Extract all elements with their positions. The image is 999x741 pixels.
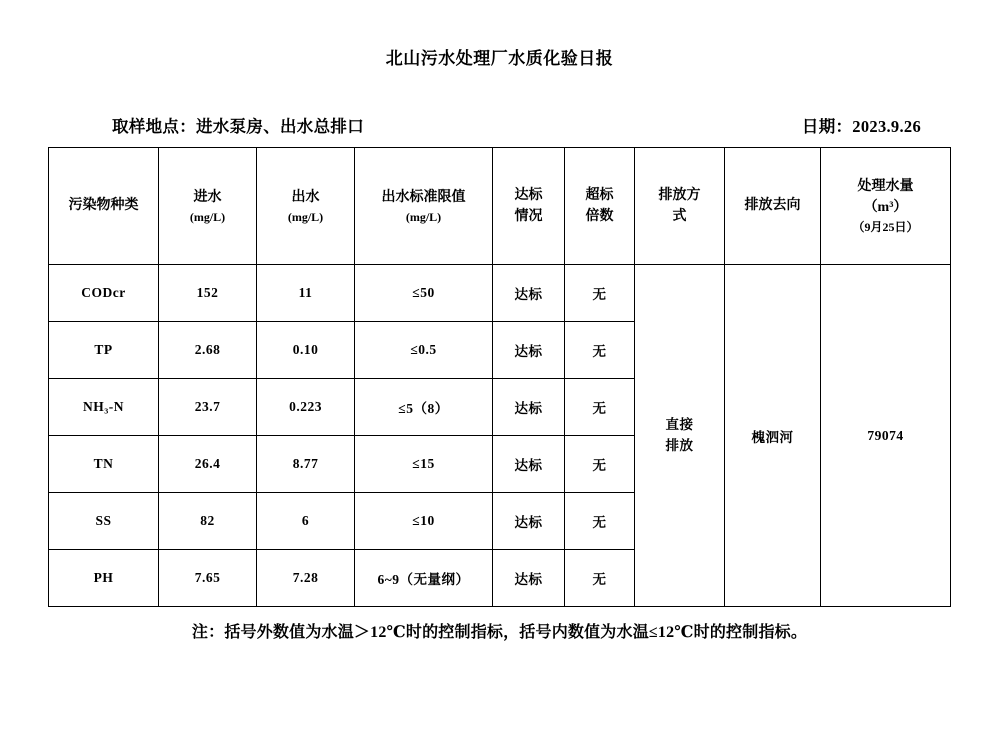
cell-influent: 23.7 <box>159 379 257 436</box>
cell-pollutant: TP <box>49 322 159 379</box>
cell-influent: 152 <box>159 265 257 322</box>
header-discharge-mode-line1: 排放方 <box>658 188 701 203</box>
cell-exceed: 无 <box>565 265 635 322</box>
header-compliance <box>493 148 565 265</box>
document-page <box>0 44 999 741</box>
cell-pollutant: PH <box>49 550 159 607</box>
header-exceed-multiple <box>565 148 635 265</box>
header-compliance-line1: 达标 <box>514 188 543 203</box>
cell-compliance: 达标 <box>493 436 565 493</box>
table-header-row <box>49 148 951 265</box>
header-influent-unit: (mg/L) <box>189 209 226 224</box>
header-discharge-mode-line2: 式 <box>672 209 687 224</box>
header-discharge-destination <box>725 148 821 265</box>
cell-influent: 2.68 <box>159 322 257 379</box>
cell-standard: ≤10 <box>355 493 493 550</box>
table-row <box>49 265 951 322</box>
cell-effluent: 0.223 <box>257 379 355 436</box>
cell-exceed: 无 <box>565 493 635 550</box>
cell-compliance: 达标 <box>493 493 565 550</box>
cell-exceed: 无 <box>565 322 635 379</box>
cell-standard: 6~9（无量纲） <box>355 550 493 607</box>
document-meta <box>112 113 921 137</box>
report-date: 日期：2023.9.26 <box>801 117 921 136</box>
cell-pollutant: NH₃-N <box>49 379 159 436</box>
header-exceed-line2: 倍数 <box>585 209 614 224</box>
cell-compliance: 达标 <box>493 379 565 436</box>
sample-location: 取样地点：进水泵房、出水总排口 <box>112 117 364 136</box>
table-footnote: 注：括号外数值为水温＞12℃时的控制指标，括号内数值为水温≤12℃时的控制指标。 <box>191 624 808 641</box>
cell-effluent: 8.77 <box>257 436 355 493</box>
header-influent <box>159 148 257 265</box>
header-influent-label: 进水 <box>193 189 222 205</box>
cell-standard: ≤5（8） <box>355 379 493 436</box>
cell-discharge-destination: 槐泗河 <box>725 265 821 607</box>
header-pollutant <box>49 148 159 265</box>
header-effluent-unit: (mg/L) <box>287 209 324 224</box>
page-title: 北山污水处理厂水质化验日报 <box>385 49 614 68</box>
header-discharge-mode <box>635 148 725 265</box>
water-quality-table <box>48 147 951 607</box>
cell-influent: 26.4 <box>159 436 257 493</box>
cell-effluent: 6 <box>257 493 355 550</box>
cell-standard: ≤50 <box>355 265 493 322</box>
cell-discharge-mode <box>635 265 725 607</box>
cell-effluent: 0.10 <box>257 322 355 379</box>
cell-pollutant: CODcr <box>49 265 159 322</box>
header-exceed-line1: 超标 <box>585 188 614 203</box>
cell-influent: 82 <box>159 493 257 550</box>
cell-exceed: 无 <box>565 379 635 436</box>
header-effluent-label: 出水 <box>291 189 320 205</box>
cell-pollutant: TN <box>49 436 159 493</box>
header-water-volume-line1: 处理水量 <box>857 179 914 194</box>
cell-water-volume: 79074 <box>821 265 951 607</box>
discharge-mode-line1: 直接 <box>665 417 694 433</box>
cell-effluent: 11 <box>257 265 355 322</box>
discharge-mode-line2: 排放 <box>665 437 694 453</box>
header-discharge-destination-label: 排放去向 <box>744 198 801 214</box>
header-effluent <box>257 148 355 265</box>
header-water-volume-line2: （m³） <box>863 200 908 215</box>
cell-compliance: 达标 <box>493 265 565 322</box>
cell-influent: 7.65 <box>159 550 257 607</box>
header-pollutant-label: 污染物种类 <box>68 198 139 214</box>
header-water-volume-line3: （9月25日） <box>852 220 919 234</box>
cell-standard: ≤0.5 <box>355 322 493 379</box>
cell-pollutant: SS <box>49 493 159 550</box>
header-standard-limit <box>355 148 493 265</box>
header-standard-label: 出水标准限值 <box>381 189 466 205</box>
cell-compliance: 达标 <box>493 550 565 607</box>
cell-exceed: 无 <box>565 550 635 607</box>
header-water-volume <box>821 148 951 265</box>
cell-compliance: 达标 <box>493 322 565 379</box>
cell-exceed: 无 <box>565 436 635 493</box>
cell-standard: ≤15 <box>355 436 493 493</box>
header-standard-unit: (mg/L) <box>405 209 442 224</box>
cell-effluent: 7.28 <box>257 550 355 607</box>
header-compliance-line2: 情况 <box>514 209 543 224</box>
